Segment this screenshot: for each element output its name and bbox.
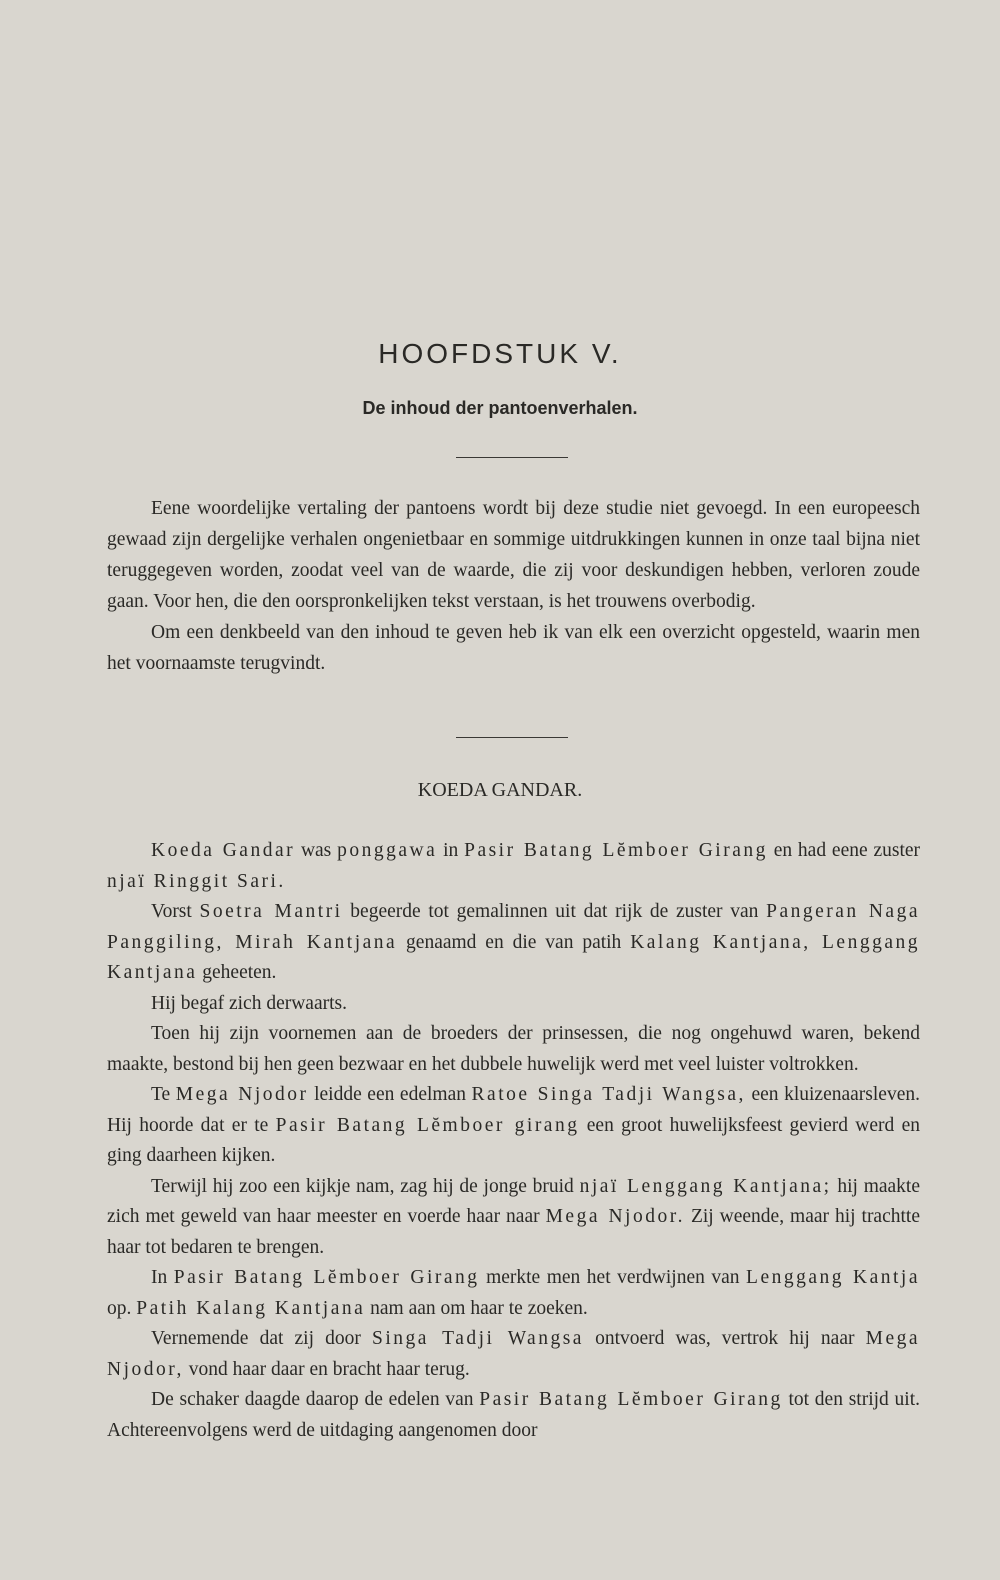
text-run: leidde een edelman <box>308 1084 472 1105</box>
text-run: genaamd en die van patih <box>397 931 631 953</box>
text-run: Zij weende, maar hij trachtte haar tot bedaren te brengen. <box>107 1206 920 1258</box>
spaced-name: Mega Njodor, <box>107 1328 921 1380</box>
spaced-name: Pasir Batang Lĕmboer Girang <box>173 1267 480 1288</box>
text-run: Terwijl hij zoo een kijkje nam, zag hij de jonge bruid <box>151 1175 580 1197</box>
spaced-name: Singa Tadji Wangsa <box>371 1328 584 1349</box>
spaced-name: Patih Kalang Kantjana <box>136 1297 366 1319</box>
text-run: een groot huwelijksfeest gevierd werd en ging daarheen kijken. <box>107 1114 920 1166</box>
spaced-name: Soetra Mantri <box>199 901 343 922</box>
spaced-name: ponggawa <box>337 840 438 861</box>
spaced-name: njaï Lenggang Kantjana; <box>579 1175 832 1197</box>
text-run: hij maakte zich met geweld van haar meester en voerde haar naar <box>107 1175 920 1227</box>
spaced-name: Pasir Batang Lĕmboer Girang <box>479 1389 783 1410</box>
intro-paragraph: Om een denkbeeld van den inhoud te geven heb ik van elk een overzicht opgesteld, waarin men het voornaamste terugvindt. <box>107 622 920 674</box>
spaced-name: Pangeran Naga Panggiling, Mirah Kantjana <box>107 901 920 953</box>
text-run: nam aan om haar te zoeken. <box>365 1297 588 1319</box>
spaced-name: Mega Njodor <box>175 1084 309 1105</box>
text-run: Te <box>151 1084 176 1105</box>
text-run: ontvoerd was, vertrok hij naar <box>583 1328 866 1349</box>
intro-text <box>107 493 920 679</box>
story-text <box>107 836 920 1446</box>
intro-paragraph: Eene woordelijke vertaling der pantoens wordt bij deze studie niet gevoegd. In een europeesch gewaad zijn dergelijke verhalen ongenietbaar en sommige uitdrukkingen kunnen in onze taal bijna niet teruggegeven worden, zoodat veel van de waarde, die zij voor deskundigen hebben, verloren zoude gaan. Voor hen, die den oorspronkelijken tekst verstaan, is het trouwens overbodig. <box>107 498 920 612</box>
text-run: vond haar daar en bracht haar terug. <box>183 1358 470 1380</box>
text-run: In <box>151 1267 174 1288</box>
story-paragraph <box>107 1324 920 1385</box>
text-run: een kluizenaarsleven. Hij hoorde dat er te <box>107 1084 920 1136</box>
text-run: Vorst <box>151 901 200 922</box>
story-paragraph <box>107 1385 920 1446</box>
text-run: op. <box>107 1297 137 1319</box>
spaced-name: njaï Ringgit Sari. <box>107 870 286 892</box>
text-run: De schaker daagde daarop de edelen van <box>151 1389 480 1410</box>
spaced-name: Lenggang Kantja <box>746 1267 921 1288</box>
story-paragraph <box>107 897 920 989</box>
story-paragraph: Toen hij zijn voornemen aan de broeders der prinsessen, die nog ongehuwd waren, bekend maakte, bestond bij hen geen bezwaar en het dubbele huwelijk werd met veel luister voltrokken. <box>107 1023 920 1075</box>
divider-rule <box>456 457 568 458</box>
story-paragraph <box>107 836 920 897</box>
divider-rule <box>456 737 568 738</box>
story-paragraph: Hij begaf zich derwaarts. <box>151 992 347 1014</box>
chapter-title: HOOFDSTUK V. <box>378 338 622 369</box>
section-title: KOEDA GANDAR. <box>417 779 583 801</box>
spaced-name: Mega Njodor. <box>545 1206 685 1227</box>
text-run: in <box>437 840 465 861</box>
spaced-name: Pasir Batang Lĕmboer girang <box>275 1114 580 1136</box>
text-run: merkte men het verdwijnen van <box>479 1267 747 1288</box>
spaced-name: Pasir Batang Lĕmboer Girang <box>464 840 768 861</box>
story-paragraph <box>107 1172 920 1264</box>
text-run: en had eene zuster <box>767 840 921 861</box>
text-run: was <box>295 840 338 861</box>
text-run: begeerde tot gemalinnen uit dat rijk de zuster van <box>342 901 767 922</box>
spaced-name: Kalang Kantjana, Lenggang Kantjana <box>107 931 920 983</box>
story-paragraph <box>107 1080 920 1172</box>
text-run: geheeten. <box>197 962 277 983</box>
story-paragraph <box>107 1263 920 1324</box>
spaced-name: Ratoe Singa Tadji Wangsa, <box>471 1084 746 1105</box>
spaced-name: Koeda Gandar <box>151 840 296 861</box>
chapter-subtitle: De inhoud der pantoenverhalen. <box>362 398 638 418</box>
text-run: tot den strijd uit. Achtereenvolgens werd de uitdaging aangenomen door <box>107 1389 921 1441</box>
text-run: Vernemende dat zij door <box>151 1328 372 1349</box>
